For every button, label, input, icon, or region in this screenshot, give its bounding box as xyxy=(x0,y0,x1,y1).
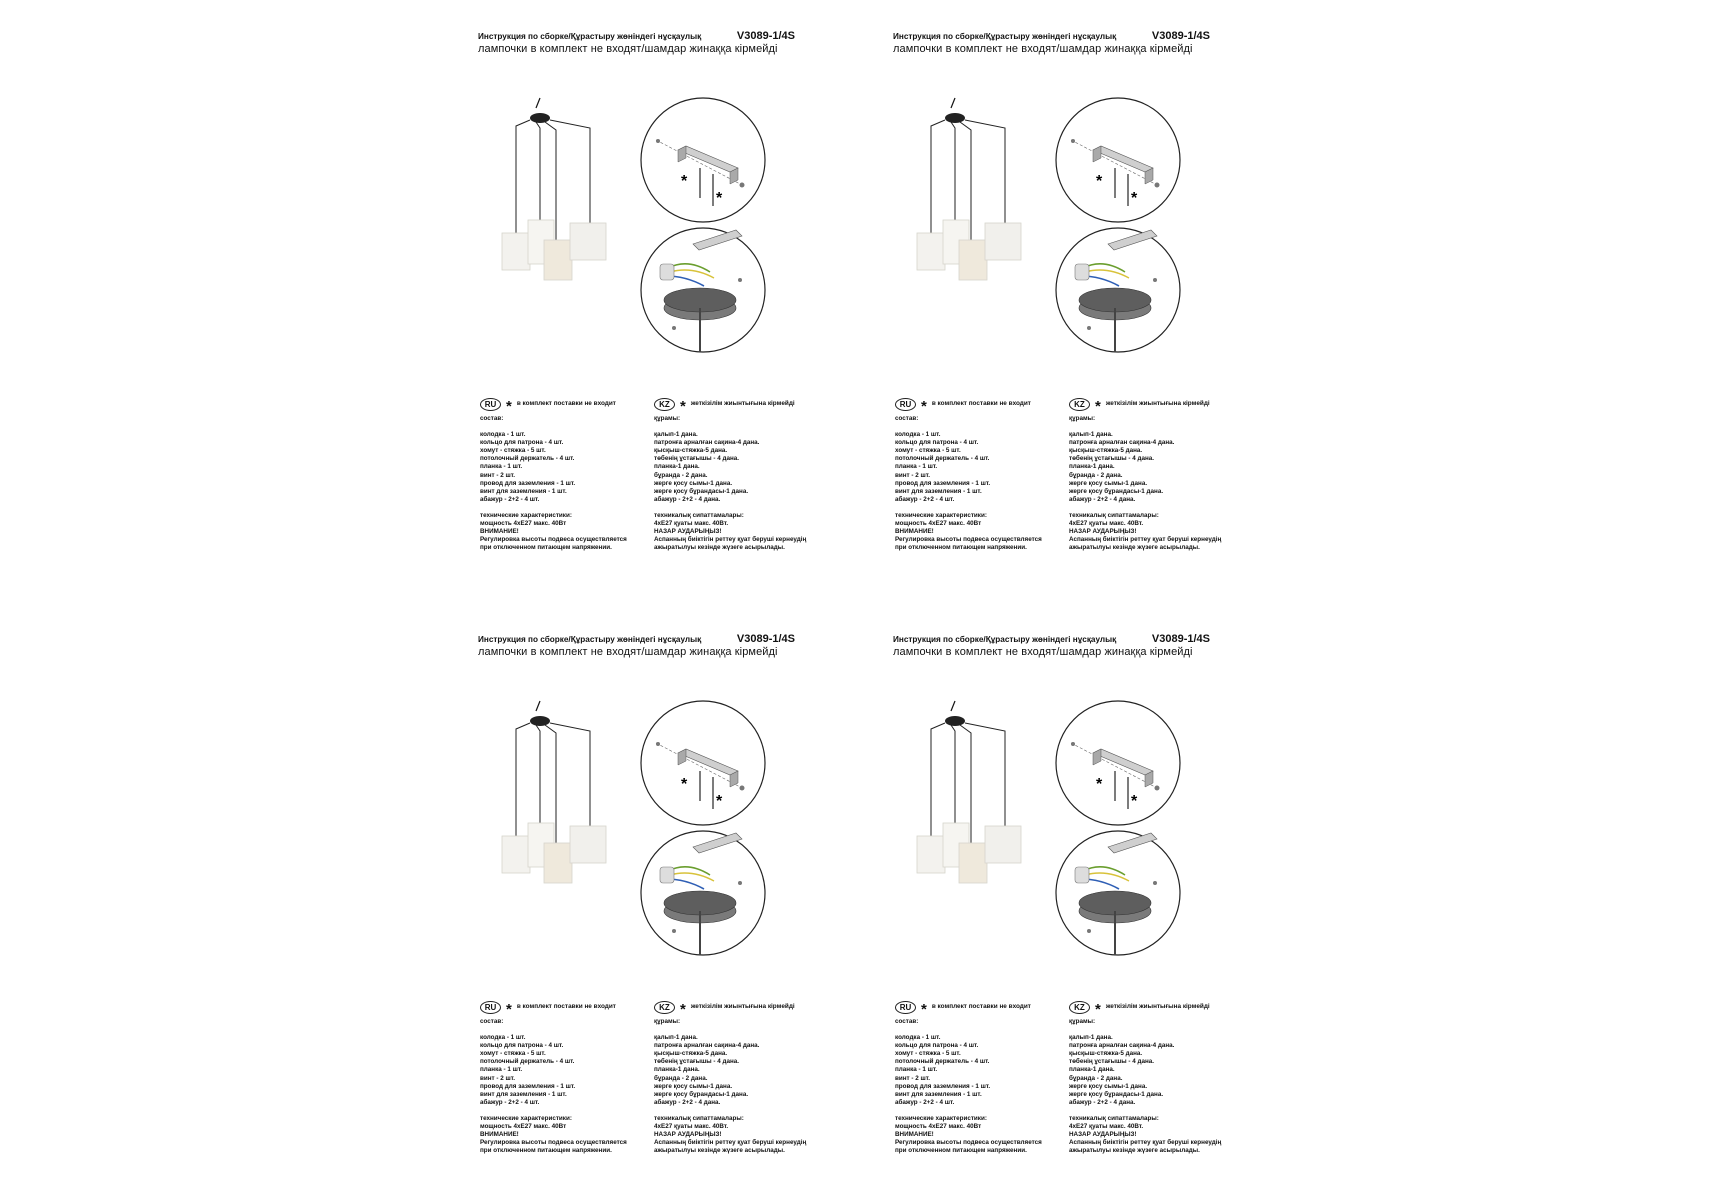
list-item: провод для заземления - 1 шт. xyxy=(480,1082,576,1090)
spec-line: ажыратылуы кезінде жүзеге асырылады. xyxy=(1069,544,1200,552)
spec-line: мощность 4хЕ27 макс. 40Вт xyxy=(895,520,982,528)
spec-line: Аспанның биіктігін реттеу қуат беруші кернеудің xyxy=(654,536,807,544)
list-item: винт - 2 шт. xyxy=(480,471,516,479)
asterisk-icon: * xyxy=(506,1001,512,1018)
pendant-lamp-drawing xyxy=(502,98,606,280)
list-item: винт - 2 шт. xyxy=(480,1074,516,1082)
model-number: V3089-1/4S xyxy=(736,633,795,645)
list-item: қалып-1 дана. xyxy=(654,1034,698,1042)
kz-language-badge: KZ xyxy=(1069,1001,1090,1014)
spec-line: Регулировка высоты подвеса осуществляется xyxy=(480,1139,627,1147)
spec-line: НАЗАР АУДАРЫҢЫЗ! xyxy=(654,528,722,536)
kz-specs xyxy=(1069,1115,1249,1155)
list-item: жерге қосу сымы-1 дана. xyxy=(654,479,733,487)
ru-not-included-label: в комплект поставки не входит xyxy=(516,1002,616,1010)
instruction-sheet xyxy=(478,633,818,1193)
list-item: патронға арналған сақина-4 дана. xyxy=(654,439,760,447)
kz-parts-list xyxy=(1069,1034,1249,1107)
canopy-wiring-detail xyxy=(641,831,765,955)
list-item: патронға арналған сақина-4 дана. xyxy=(1069,1042,1175,1050)
spec-line: Аспанның биіктігін реттеу қуат беруші кернеудің xyxy=(654,1139,807,1147)
kz-composition-title: құрамы: xyxy=(654,415,681,422)
list-item: абажур - 2+2 - 4 дана. xyxy=(654,495,721,503)
list-item: жерге қосу сымы-1 дана. xyxy=(654,1082,733,1090)
kz-not-included-label: жеткізілім жиынтығына кірмейді xyxy=(690,1002,795,1010)
bulbs-not-included-note: лампочки в комплект не входят/шамдар жинаққа кірмейді xyxy=(478,43,778,55)
kz-section xyxy=(1069,396,1249,552)
list-item: абажур - 2+2 - 4 дана. xyxy=(654,1098,721,1106)
list-item: жерге қосу бұрандасы-1 дана. xyxy=(1069,487,1164,495)
spec-line: при отключенном питающем напряжении. xyxy=(895,1147,1027,1155)
spec-line: Аспанның биіктігін реттеу қуат беруші кернеудің xyxy=(1069,536,1222,544)
instruction-sheet xyxy=(893,633,1233,1193)
kz-parts-list xyxy=(1069,431,1249,504)
list-item: жерге қосу бұрандасы-1 дана. xyxy=(654,1090,749,1098)
list-item: планка - 1 шт. xyxy=(895,1066,938,1074)
spec-line: при отключенном питающем напряжении. xyxy=(480,1147,612,1155)
list-item: планка-1 дана. xyxy=(1069,463,1115,471)
svg-text:*: * xyxy=(681,173,688,190)
list-item: абажур - 2+2 - 4 шт. xyxy=(480,1098,540,1106)
asterisk-icon: * xyxy=(1095,1001,1101,1018)
spec-line: НАЗАР АУДАРЫҢЫЗ! xyxy=(654,1131,722,1139)
list-item: хомут - стяжка - 5 шт. xyxy=(480,447,546,455)
model-number: V3089-1/4S xyxy=(736,30,795,42)
list-item: винт для заземления - 1 шт. xyxy=(895,1090,982,1098)
spec-line: мощность 4хЕ27 макс. 40Вт xyxy=(480,1123,567,1131)
model-number: V3089-1/4S xyxy=(1151,30,1210,42)
list-item: қалып-1 дана. xyxy=(1069,431,1113,439)
list-item: провод для заземления - 1 шт. xyxy=(895,1082,991,1090)
spec-line: технические характеристики: xyxy=(480,511,572,519)
list-item: қысқыш-стяжка-5 дана. xyxy=(654,1050,728,1058)
list-item: жерге қосу бұрандасы-1 дана. xyxy=(1069,1090,1164,1098)
list-item: төбенің ұстағышы - 4 дана. xyxy=(1069,1058,1155,1066)
ru-section xyxy=(480,396,660,552)
spec-line: мощность 4хЕ27 макс. 40Вт xyxy=(895,1123,982,1131)
spec-line: Регулировка высоты подвеса осуществляется xyxy=(895,536,1042,544)
product-illustration xyxy=(478,68,818,368)
sheet-header xyxy=(893,30,1233,55)
spec-line: при отключенном питающем напряжении. xyxy=(895,544,1027,552)
kz-not-included-label: жеткізілім жиынтығына кірмейді xyxy=(1105,1002,1210,1010)
list-item: жерге қосу бұрандасы-1 дана. xyxy=(654,487,749,495)
list-item: бұранда - 2 дана. xyxy=(654,1074,708,1082)
ru-parts-list xyxy=(895,1034,1075,1107)
spec-line: технические характеристики: xyxy=(480,1114,572,1122)
list-item: планка-1 дана. xyxy=(654,463,700,471)
list-item: колодка - 1 шт. xyxy=(895,1034,941,1042)
spec-line: 4хЕ27 қуаты макс. 40Вт. xyxy=(1069,1123,1144,1131)
list-item: жерге қосу сымы-1 дана. xyxy=(1069,1082,1148,1090)
list-item: кольцо для патрона - 4 шт. xyxy=(480,439,564,447)
spec-line: ажыратылуы кезінде жүзеге асырылады. xyxy=(1069,1147,1200,1155)
instruction-sheet xyxy=(893,30,1233,590)
kz-parts-list xyxy=(654,431,834,504)
spec-line: ВНИМАНИЕ! xyxy=(480,528,519,536)
instruction-title: Инструкция по сборке/Құрастыру жөніндегі нұсқаулық xyxy=(478,32,702,41)
list-item: бұранда - 2 дана. xyxy=(1069,1074,1123,1082)
list-item: қалып-1 дана. xyxy=(654,431,698,439)
kz-section xyxy=(654,396,834,552)
kz-not-included-label: жеткізілім жиынтығына кірмейді xyxy=(1105,399,1210,407)
kz-composition-title: құрамы: xyxy=(1069,1018,1096,1025)
list-item: қысқыш-стяжка-5 дана. xyxy=(654,447,728,455)
spec-line: ажыратылуы кезінде жүзеге асырылады. xyxy=(654,1147,785,1155)
list-item: колодка - 1 шт. xyxy=(480,431,526,439)
spec-line: Регулировка высоты подвеса осуществляется xyxy=(895,1139,1042,1147)
ru-composition-title: состав: xyxy=(895,415,919,422)
kz-section xyxy=(1069,999,1249,1155)
list-item: кольцо для патрона - 4 шт. xyxy=(895,439,979,447)
asterisk-icon: * xyxy=(506,398,512,415)
canopy-wiring-detail xyxy=(1056,228,1180,352)
kz-language-badge: KZ xyxy=(654,1001,675,1014)
mounting-bar-detail xyxy=(641,98,765,222)
ru-section xyxy=(895,396,1075,552)
list-item: потолочный держатель - 4 шт. xyxy=(480,1058,575,1066)
list-item: абажур - 2+2 - 4 дана. xyxy=(1069,495,1136,503)
ru-specs xyxy=(480,512,660,552)
list-item: планка - 1 шт. xyxy=(895,463,938,471)
list-item: абажур - 2+2 - 4 дана. xyxy=(1069,1098,1136,1106)
list-item: патронға арналған сақина-4 дана. xyxy=(654,1042,760,1050)
kz-specs xyxy=(654,512,834,552)
list-item: төбенің ұстағышы - 4 дана. xyxy=(654,455,740,463)
list-item: бұранда - 2 дана. xyxy=(654,471,708,479)
list-item: қысқыш-стяжка-5 дана. xyxy=(1069,447,1143,455)
list-item: абажур - 2+2 - 4 шт. xyxy=(480,495,540,503)
kz-language-badge: KZ xyxy=(654,398,675,411)
kz-specs xyxy=(654,1115,834,1155)
ru-language-badge: RU xyxy=(895,398,916,411)
asterisk-icon: * xyxy=(680,1001,686,1018)
svg-text:*: * xyxy=(1096,776,1103,793)
spec-line: ВНИМАНИЕ! xyxy=(895,528,934,536)
list-item: провод для заземления - 1 шт. xyxy=(480,479,576,487)
list-item: колодка - 1 шт. xyxy=(480,1034,526,1042)
instruction-title: Инструкция по сборке/Құрастыру жөніндегі нұсқаулық xyxy=(893,635,1117,644)
list-item: төбенің ұстағышы - 4 дана. xyxy=(654,1058,740,1066)
sheet-header xyxy=(478,30,818,55)
list-item: винт - 2 шт. xyxy=(895,1074,931,1082)
spec-line: техникалық сипаттамалары: xyxy=(654,511,744,519)
spec-line: 4хЕ27 қуаты макс. 40Вт. xyxy=(654,1123,729,1131)
ru-language-badge: RU xyxy=(480,398,501,411)
list-item: колодка - 1 шт. xyxy=(895,431,941,439)
list-item: төбенің ұстағышы - 4 дана. xyxy=(1069,455,1155,463)
list-item: потолочный держатель - 4 шт. xyxy=(480,455,575,463)
product-illustration xyxy=(893,671,1233,971)
mounting-bar-detail xyxy=(1056,98,1180,222)
spec-line: 4хЕ27 қуаты макс. 40Вт. xyxy=(1069,520,1144,528)
kz-not-included-label: жеткізілім жиынтығына кірмейді xyxy=(690,399,795,407)
ru-section xyxy=(895,999,1075,1155)
svg-text:*: * xyxy=(681,776,688,793)
kz-specs xyxy=(1069,512,1249,552)
list-item: потолочный держатель - 4 шт. xyxy=(895,1058,990,1066)
list-item: абажур - 2+2 - 4 шт. xyxy=(895,495,955,503)
list-item: хомут - стяжка - 5 шт. xyxy=(895,447,961,455)
spec-line: Регулировка высоты подвеса осуществляется xyxy=(480,536,627,544)
kz-composition-title: құрамы: xyxy=(654,1018,681,1025)
spec-line: технические характеристики: xyxy=(895,511,987,519)
pendant-lamp-drawing xyxy=(917,701,1021,883)
kz-parts-list xyxy=(654,1034,834,1107)
asterisk-icon: * xyxy=(921,398,927,415)
model-number: V3089-1/4S xyxy=(1151,633,1210,645)
list-item: кольцо для патрона - 4 шт. xyxy=(895,1042,979,1050)
spec-line: ВНИМАНИЕ! xyxy=(480,1131,519,1139)
instruction-title: Инструкция по сборке/Құрастыру жөніндегі нұсқаулық xyxy=(893,32,1117,41)
ru-language-badge: RU xyxy=(895,1001,916,1014)
canopy-wiring-detail xyxy=(641,228,765,352)
list-item: планка-1 дана. xyxy=(654,1066,700,1074)
spec-line: НАЗАР АУДАРЫҢЫЗ! xyxy=(1069,1131,1137,1139)
spec-line: техникалық сипаттамалары: xyxy=(654,1114,744,1122)
svg-text:*: * xyxy=(1131,190,1138,207)
ru-composition-title: состав: xyxy=(895,1018,919,1025)
svg-text:*: * xyxy=(1096,173,1103,190)
product-illustration xyxy=(478,671,818,971)
bulbs-not-included-note: лампочки в комплект не входят/шамдар жинаққа кірмейді xyxy=(893,43,1193,55)
ru-not-included-label: в комплект поставки не входит xyxy=(931,399,1031,407)
canopy-wiring-detail xyxy=(1056,831,1180,955)
svg-text:*: * xyxy=(716,793,723,810)
list-item: винт для заземления - 1 шт. xyxy=(480,1090,567,1098)
ru-section xyxy=(480,999,660,1155)
mounting-bar-detail xyxy=(1056,701,1180,825)
instruction-title: Инструкция по сборке/Құрастыру жөніндегі нұсқаулық xyxy=(478,635,702,644)
asterisk-icon: * xyxy=(921,1001,927,1018)
kz-language-badge: KZ xyxy=(1069,398,1090,411)
spec-line: Аспанның биіктігін реттеу қуат беруші кернеудің xyxy=(1069,1139,1222,1147)
list-item: хомут - стяжка - 5 шт. xyxy=(480,1050,546,1058)
list-item: жерге қосу сымы-1 дана. xyxy=(1069,479,1148,487)
list-item: винт для заземления - 1 шт. xyxy=(480,487,567,495)
ru-not-included-label: в комплект поставки не входит xyxy=(516,399,616,407)
ru-composition-title: состав: xyxy=(480,415,504,422)
svg-text:*: * xyxy=(716,190,723,207)
list-item: хомут - стяжка - 5 шт. xyxy=(895,1050,961,1058)
bulbs-not-included-note: лампочки в комплект не входят/шамдар жинаққа кірмейді xyxy=(893,646,1193,658)
list-item: планка - 1 шт. xyxy=(480,463,523,471)
sheet-header xyxy=(478,633,818,658)
list-item: винт - 2 шт. xyxy=(895,471,931,479)
spec-line: техникалық сипаттамалары: xyxy=(1069,1114,1159,1122)
list-item: планка - 1 шт. xyxy=(480,1066,523,1074)
kz-composition-title: құрамы: xyxy=(1069,415,1096,422)
bulbs-not-included-note: лампочки в комплект не входят/шамдар жинаққа кірмейді xyxy=(478,646,778,658)
list-item: бұранда - 2 дана. xyxy=(1069,471,1123,479)
ru-parts-list xyxy=(480,1034,660,1107)
spec-line: 4хЕ27 қуаты макс. 40Вт. xyxy=(654,520,729,528)
ru-not-included-label: в комплект поставки не входит xyxy=(931,1002,1031,1010)
pendant-lamp-drawing xyxy=(917,98,1021,280)
ru-specs xyxy=(480,1115,660,1155)
list-item: абажур - 2+2 - 4 шт. xyxy=(895,1098,955,1106)
asterisk-icon: * xyxy=(1095,398,1101,415)
pendant-lamp-drawing xyxy=(502,701,606,883)
ru-parts-list xyxy=(895,431,1075,504)
spec-line: ВНИМАНИЕ! xyxy=(895,1131,934,1139)
spec-line: НАЗАР АУДАРЫҢЫЗ! xyxy=(1069,528,1137,536)
spec-line: мощность 4хЕ27 макс. 40Вт xyxy=(480,520,567,528)
sheet-header xyxy=(893,633,1233,658)
instruction-sheet xyxy=(478,30,818,590)
list-item: кольцо для патрона - 4 шт. xyxy=(480,1042,564,1050)
list-item: қысқыш-стяжка-5 дана. xyxy=(1069,1050,1143,1058)
spec-line: ажыратылуы кезінде жүзеге асырылады. xyxy=(654,544,785,552)
ru-parts-list xyxy=(480,431,660,504)
ru-language-badge: RU xyxy=(480,1001,501,1014)
ru-specs xyxy=(895,1115,1075,1155)
list-item: потолочный держатель - 4 шт. xyxy=(895,455,990,463)
ru-specs xyxy=(895,512,1075,552)
product-illustration xyxy=(893,68,1233,368)
kz-section xyxy=(654,999,834,1155)
ru-composition-title: состав: xyxy=(480,1018,504,1025)
spec-line: техникалық сипаттамалары: xyxy=(1069,511,1159,519)
mounting-bar-detail xyxy=(641,701,765,825)
svg-text:*: * xyxy=(1131,793,1138,810)
list-item: провод для заземления - 1 шт. xyxy=(895,479,991,487)
spec-line: технические характеристики: xyxy=(895,1114,987,1122)
list-item: винт для заземления - 1 шт. xyxy=(895,487,982,495)
list-item: планка-1 дана. xyxy=(1069,1066,1115,1074)
list-item: қалып-1 дана. xyxy=(1069,1034,1113,1042)
asterisk-icon: * xyxy=(680,398,686,415)
spec-line: при отключенном питающем напряжении. xyxy=(480,544,612,552)
list-item: патронға арналған сақина-4 дана. xyxy=(1069,439,1175,447)
